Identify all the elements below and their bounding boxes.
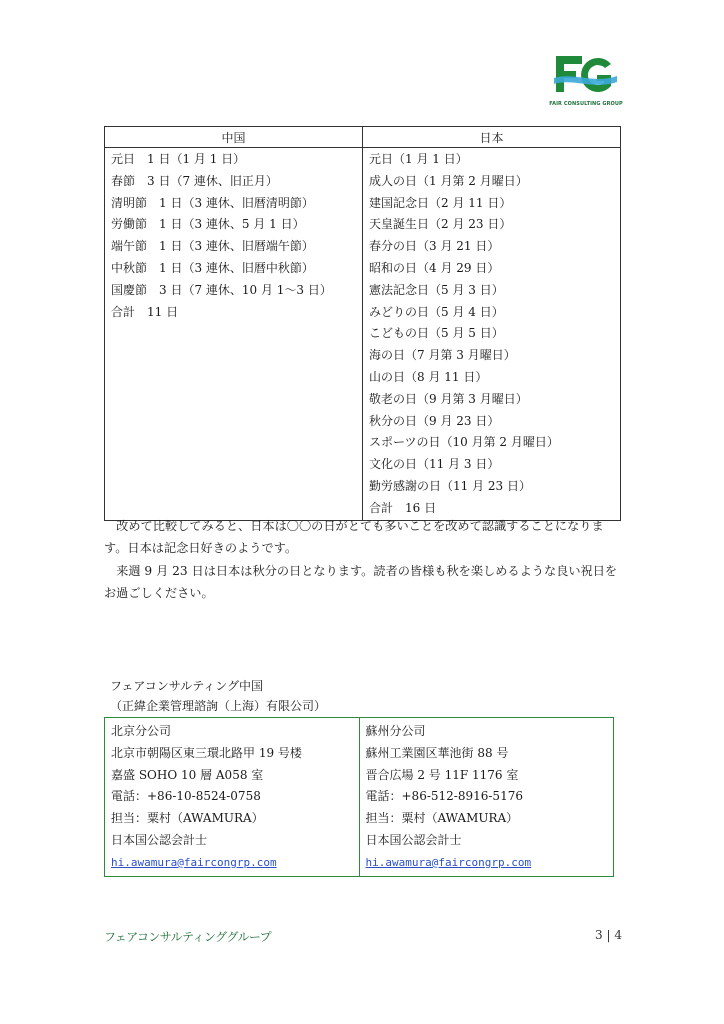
company-name: フェアコンサルティング中国 bbox=[110, 679, 264, 693]
office-address-line1: 北京市朝陽区東三環北路甲 19 号楼 bbox=[111, 745, 302, 760]
office-email-link[interactable]: hi.awamura@faircongrp.com bbox=[111, 855, 277, 869]
office-address-line2: 晋合広場 2 号 11F 1176 室 bbox=[365, 767, 519, 782]
footer-brand: フェアコンサルティンググループ bbox=[104, 930, 272, 944]
office-contact: 担当：粟村（AWAMURA） bbox=[111, 811, 264, 826]
japan-holiday: 勤労感謝の日（11 月 23 日） bbox=[369, 478, 531, 493]
header-china: 中国 bbox=[105, 127, 363, 148]
china-holiday: 国慶節 3 日（7 連休、10 月 1〜3 日） bbox=[111, 282, 332, 297]
japan-holiday-total: 合計 16 日 bbox=[369, 500, 437, 515]
office-address-line1: 蘇州工業園区華池街 88 号 bbox=[365, 745, 509, 760]
japan-holiday: 敬老の日（9 月第 3 月曜日） bbox=[369, 391, 528, 406]
japan-holiday: みどりの日（5 月 4 日） bbox=[369, 304, 504, 319]
office-address-line2: 嘉盛 SOHO 10 層 A058 室 bbox=[111, 767, 264, 782]
office-name: 蘇州分公司 bbox=[365, 724, 426, 738]
fg-logo-icon bbox=[553, 52, 619, 108]
company-legal-name: （正緯企業管理諮詢（上海）有限公司） bbox=[110, 699, 327, 713]
japan-holidays-cell bbox=[363, 148, 621, 521]
offices-table bbox=[104, 717, 614, 877]
office-phone: 電話：+86-512-8916-5176 bbox=[365, 789, 523, 804]
office-beijing bbox=[105, 718, 360, 877]
office-suzhou bbox=[359, 718, 614, 877]
japan-holiday: 昭和の日（4 月 29 日） bbox=[369, 260, 500, 275]
paragraph-autumn-equinox: 来週 9 月 23 日は日本は秋分の日となります。読者の皆様も秋を楽しめるような良い祝日をお過ごしください。 bbox=[104, 564, 618, 600]
japan-holiday: 秋分の日（9 月 23 日） bbox=[369, 413, 500, 428]
china-holiday-total: 合計 11 日 bbox=[111, 304, 179, 319]
japan-holiday: こどもの日（5 月 5 日） bbox=[369, 326, 504, 341]
office-name: 北京分公司 bbox=[111, 724, 172, 738]
japan-holiday: 元日（1 月 1 日） bbox=[369, 152, 468, 166]
japan-holiday: 建国記念日（2 月 11 日） bbox=[369, 195, 512, 210]
office-contact-title: 日本国公認会計士 bbox=[111, 832, 208, 847]
office-email-link[interactable]: hi.awamura@faircongrp.com bbox=[365, 855, 532, 869]
china-holiday: 労働節 1 日（3 連休、5 月 1 日） bbox=[111, 217, 305, 232]
china-holidays-cell bbox=[105, 148, 363, 521]
china-holiday: 中秋節 1 日（3 連休、旧暦中秋節） bbox=[111, 260, 314, 275]
japan-holiday: 春分の日（3 月 21 日） bbox=[369, 239, 500, 254]
china-holiday: 元日 1 日（1 月 1 日） bbox=[111, 152, 246, 166]
logo-caption: FAIR CONSULTING GROUP bbox=[549, 101, 623, 107]
japan-holiday: 海の日（7 月第 3 月曜日） bbox=[369, 348, 516, 363]
fg-logo bbox=[553, 52, 619, 108]
japan-holiday: スポーツの日（10 月第 2 月曜日） bbox=[369, 435, 559, 450]
paragraph-comparison: 改めて比較してみると、日本は〇〇の日がとても多いことを改めて認識することになります。日本は記念日好きのようです。 bbox=[104, 519, 604, 555]
japan-holiday: 成人の日（1 月第 2 月曜日） bbox=[369, 173, 528, 188]
japan-holiday: 山の日（8 月 11 日） bbox=[369, 369, 488, 384]
japan-holiday: 文化の日（11 月 3 日） bbox=[369, 457, 500, 472]
office-phone: 電話：+86-10-8524-0758 bbox=[111, 789, 261, 804]
china-holiday: 春節 3 日（7 連休、旧正月） bbox=[111, 173, 278, 188]
page-number: 3 | 4 bbox=[595, 928, 622, 942]
header-japan: 日本 bbox=[363, 127, 621, 148]
holiday-comparison-table bbox=[104, 126, 621, 521]
office-contact-title: 日本国公認会計士 bbox=[365, 832, 462, 847]
office-contact: 担当：粟村（AWAMURA） bbox=[365, 811, 519, 826]
japan-holiday: 天皇誕生日（2 月 23 日） bbox=[369, 217, 512, 232]
china-holiday: 端午節 1 日（3 連休、旧暦端午節） bbox=[111, 239, 314, 254]
japan-holiday: 憲法記念日（5 月 3 日） bbox=[369, 282, 504, 297]
china-holiday: 清明節 1 日（3 連休、旧暦清明節） bbox=[111, 195, 314, 210]
